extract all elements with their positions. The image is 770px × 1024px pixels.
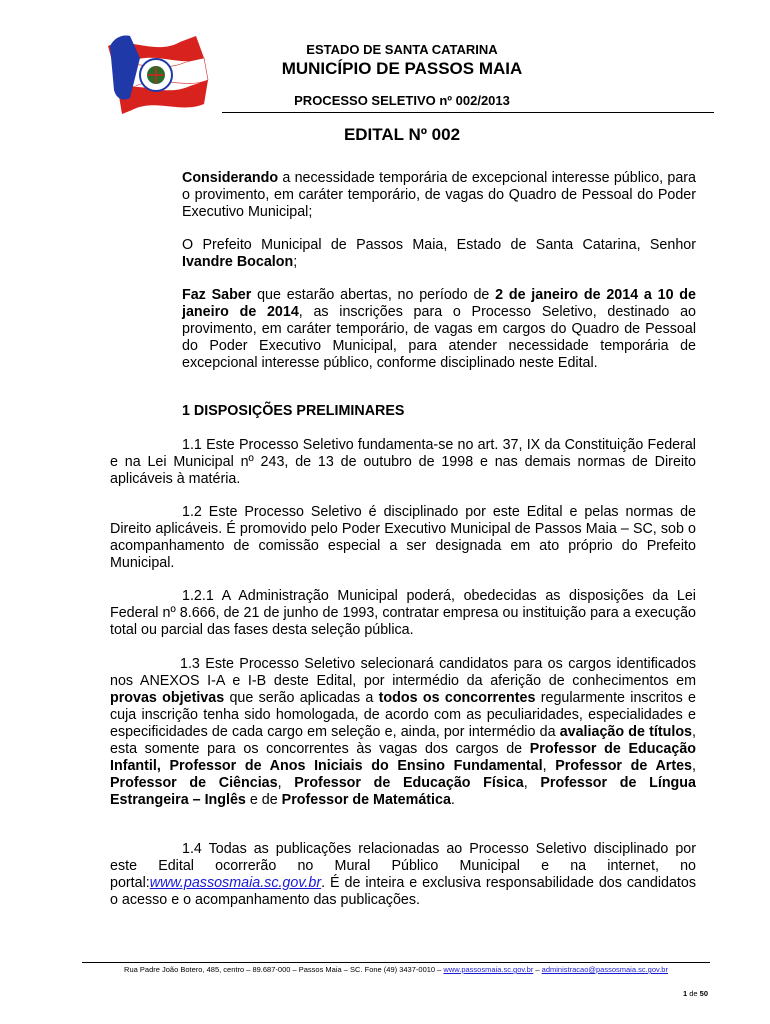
page-of: de bbox=[687, 989, 700, 998]
footer-site-link[interactable]: www.passosmaia.sc.gov.br bbox=[443, 965, 534, 974]
page-total: 50 bbox=[699, 989, 708, 998]
prefeito-end: ; bbox=[293, 254, 298, 270]
portal-link[interactable]: www.passosmaia.sc.gov.br bbox=[149, 875, 322, 891]
section-heading-disposicoes: 1 DISPOSIÇÕES PRELIMINARES bbox=[182, 403, 405, 419]
p1-3-text-2: que serão aplicadas a bbox=[224, 690, 379, 706]
faz-saber-period: 2 de janeiro de 2014 a 10 de janeiro de 2014 bbox=[182, 287, 696, 320]
p1-3-sep-1: , bbox=[542, 758, 556, 774]
considerando-bold: Considerando bbox=[182, 170, 279, 186]
p1-3-bold-concorrentes: todos os concorrentes bbox=[378, 690, 536, 706]
p1-3-text-1: 1.3 Este Processo Seletivo selecionará candidatos para os cargos identificados nos ANEXOS I-A e I-B deste Edital, por intermédio da aferição de conhecimentos em bbox=[110, 656, 696, 689]
p1-3-text-4: , esta somente para os concorrentes às vagas dos cargos de bbox=[110, 724, 696, 757]
header-municipality: MUNICÍPIO DE PASSOS MAIA bbox=[281, 59, 523, 78]
paragraph-considerando bbox=[182, 170, 696, 221]
p1-3-bold-matematica: Professor de Matemática bbox=[281, 792, 451, 808]
p1-3-sep-3: , bbox=[277, 775, 295, 791]
paragraph-1-3 bbox=[110, 656, 696, 809]
p1-3-sep-4: , bbox=[523, 775, 541, 791]
p1-3-bold-ciencias: Professor de Ciências bbox=[110, 775, 278, 791]
santa-catarina-flag-logo bbox=[100, 28, 210, 116]
p1-3-text-3: regularmente inscritos e cuja inscrição tenha sido homologada, de acordo com as peculiaridades, especialidades e especificidades de cada cargo em seleção e, ainda, por intermédio da bbox=[110, 690, 696, 740]
header-process-number: PROCESSO SELETIVO nº 002/2013 bbox=[294, 93, 510, 108]
footer-divider bbox=[82, 962, 710, 963]
header-divider bbox=[222, 112, 714, 113]
faz-saber-text-2: , as inscrições para o Processo Seletivo, destinado ao provimento, em caráter temporário, de vagas em cargos do Quadro de Pessoal do Poder Executivo Municipal, para atender necessidade temporária de excepcional interesse público, conforme disciplinado neste Edital. bbox=[182, 304, 696, 371]
page-footer bbox=[82, 965, 710, 974]
p1-3-sep-5: e de bbox=[245, 792, 282, 808]
footer-address: Rua Padre João Botero, 485, centro – 89.687-000 – Passos Maia – SC. Fone (49) 3437-0010 – bbox=[124, 965, 444, 974]
p1-3-bold-provas: provas objetivas bbox=[110, 690, 225, 706]
p1-4-text-1: 1.4 Todas as publicações relacionadas ao Processo Seletivo disciplinado por este Edital ocorrerão no Mural Público Municipal e na internet, no portal: bbox=[110, 841, 696, 891]
p1-3-bold-ingles: Professor de Língua Estrangeira – Inglês bbox=[110, 775, 696, 808]
p1-3-bold-artes: Professor de Artes bbox=[555, 758, 693, 774]
page-current: 1 bbox=[682, 989, 688, 998]
p1-3-bold-cargos-1: Professor de Educação Infantil, Professor de Anos Iniciais do Ensino Fundamental bbox=[110, 741, 696, 774]
paragraph-1-4 bbox=[110, 841, 696, 909]
document-title: EDITAL Nº 002 bbox=[343, 125, 461, 144]
p1-3-sep-2: , bbox=[692, 758, 696, 774]
header-state: ESTADO DE SANTA CATARINA bbox=[306, 42, 498, 57]
faz-saber-bold: Faz Saber bbox=[182, 287, 252, 303]
paragraph-1-2: 1.2 Este Processo Seletivo é disciplinado por este Edital e pelas normas de Direito aplicáveis. É promovido pelo Poder Executivo Municipal de Passos Maia – SC, sob o acompanhamento de comissão especial a ser designada em ato próprio do Prefeito Municipal. bbox=[110, 504, 696, 571]
prefeito-text: O Prefeito Municipal de Passos Maia, Estado de Santa Catarina, Senhor bbox=[182, 237, 696, 253]
paragraph-1-1: 1.1 Este Processo Seletivo fundamenta-se no art. 37, IX da Constituição Federal e na Lei Municipal nº 243, de 13 de outubro de 1998 e nas demais normas de Direito aplicáveis à matéria. bbox=[110, 437, 696, 487]
footer-separator: – bbox=[533, 965, 542, 974]
considerando-text: a necessidade temporária de excepcional interesse público, para o provimento, em caráter temporário, de vagas do Quadro de Pessoal do Poder Executivo Municipal; bbox=[182, 170, 696, 220]
p1-3-end: . bbox=[450, 792, 455, 808]
p1-3-bold-avaliacao: avaliação de títulos bbox=[559, 724, 693, 740]
footer-email-link[interactable]: administracao@passosmaia.sc.gov.br bbox=[541, 965, 668, 974]
paragraph-1-2-1: 1.2.1 A Administração Municipal poderá, obedecidas as disposições da Lei Federal nº 8.666, de 21 de junho de 1993, contratar empresa ou instituição para a execução total ou parcial das fases desta seleção pública. bbox=[110, 588, 696, 638]
document-header bbox=[0, 0, 770, 125]
prefeito-name: Ivandre Bocalon bbox=[182, 254, 294, 270]
p1-3-bold-ed-fisica: Professor de Educação Física bbox=[294, 775, 524, 791]
p1-4-text-2: . É de inteira e exclusiva responsabilidade dos candidatos o acesso e o acompanhamento das publicações. bbox=[110, 875, 696, 908]
page-number bbox=[683, 989, 708, 998]
faz-saber-text-1: que estarão abertas, no período de bbox=[251, 287, 496, 303]
paragraph-faz-saber bbox=[182, 287, 696, 372]
paragraph-prefeito bbox=[182, 237, 696, 271]
